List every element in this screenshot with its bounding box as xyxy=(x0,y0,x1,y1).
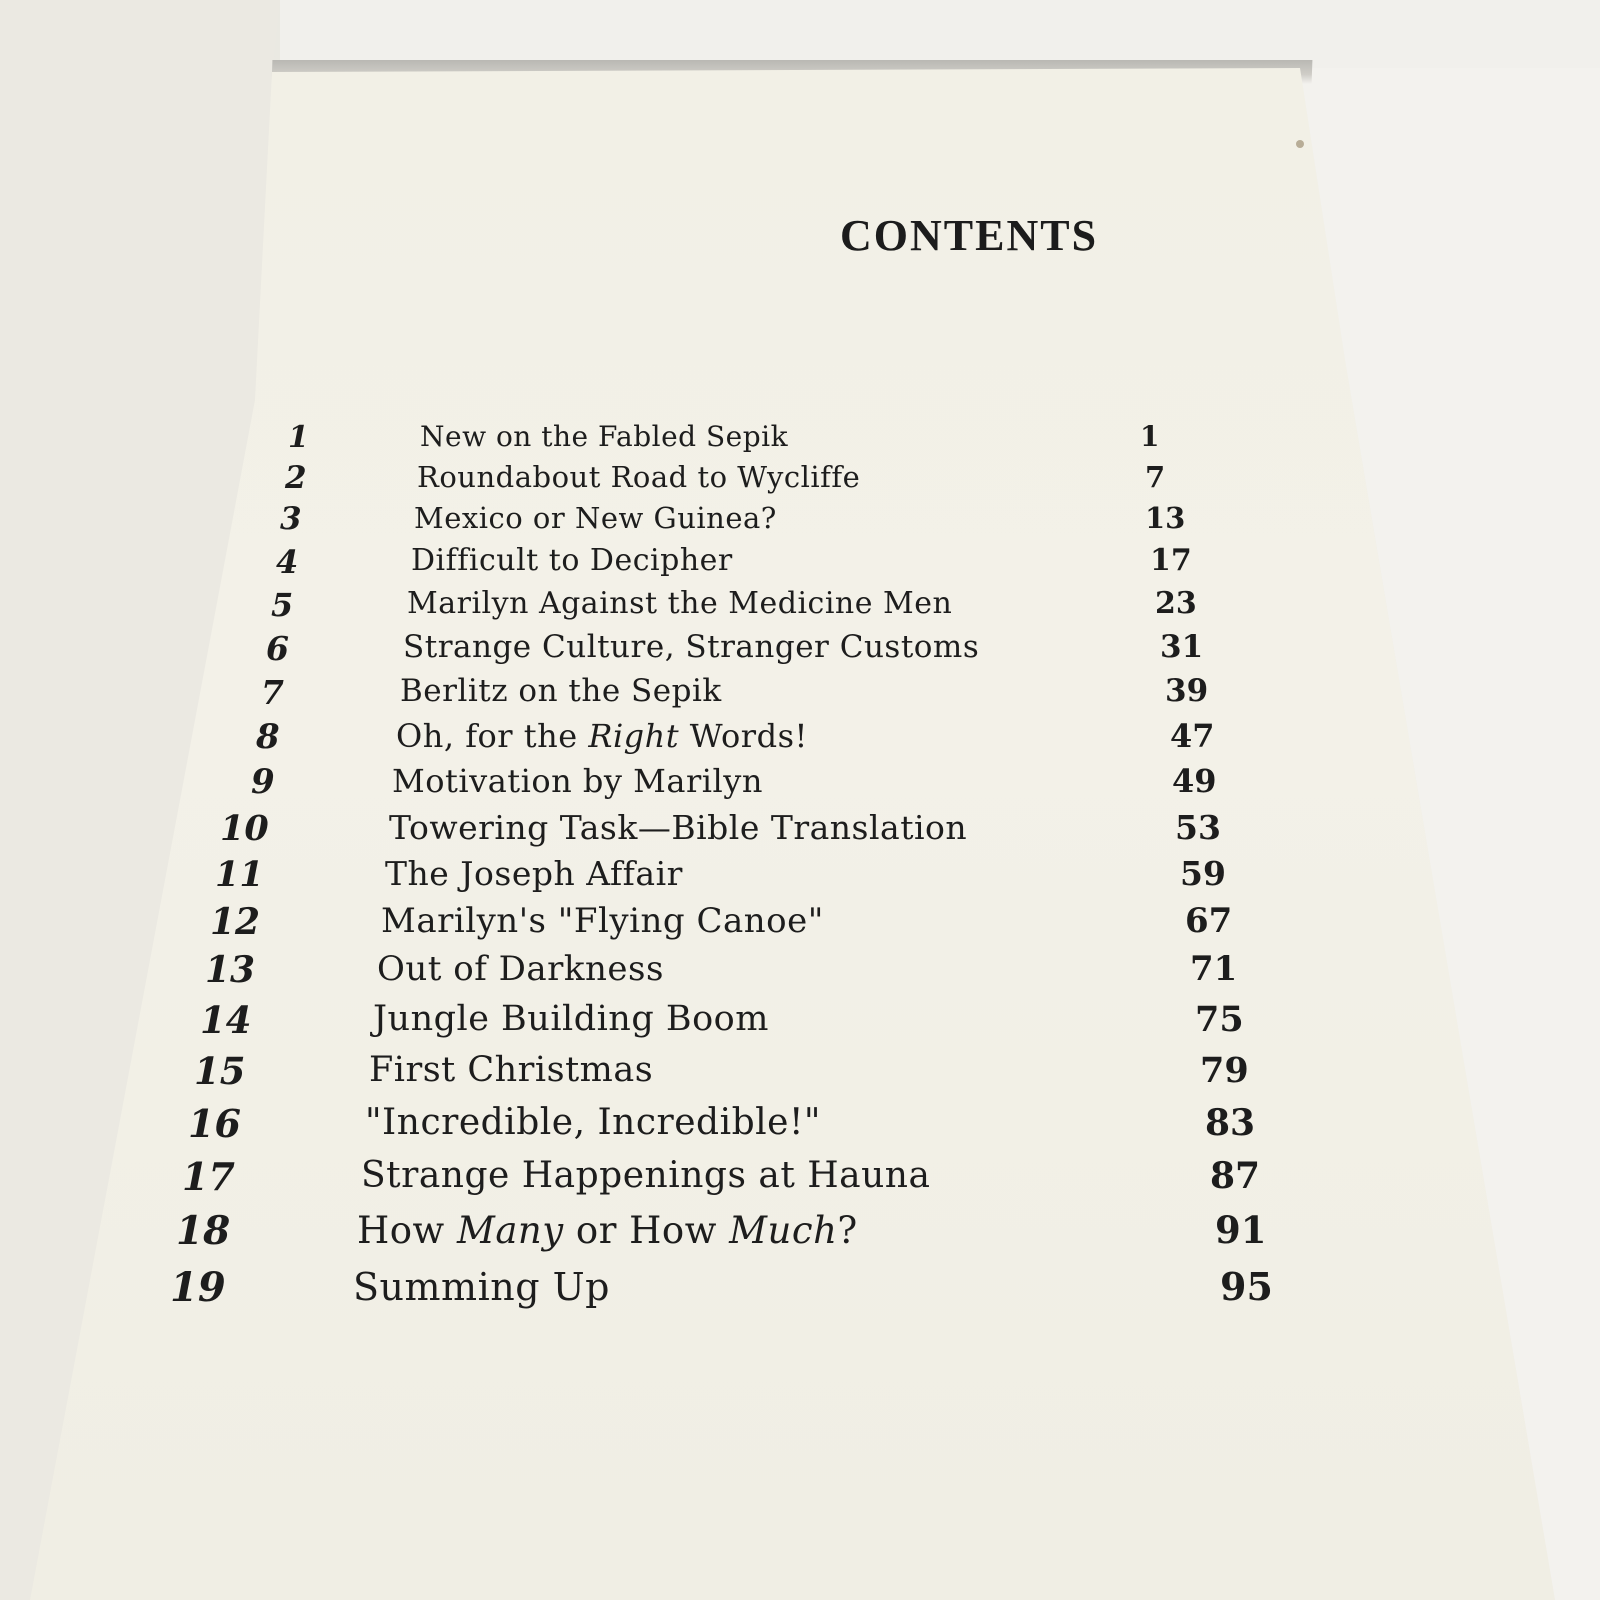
chapter-title: Strange Happenings at Hauna xyxy=(361,1155,931,1196)
toc-row xyxy=(0,808,1600,852)
toc-row xyxy=(0,501,1600,541)
paper-speck xyxy=(1296,140,1304,148)
toc-row xyxy=(0,543,1600,584)
chapter-title: Jungle Building Boom xyxy=(373,999,769,1039)
chapter-title: Strange Culture, Stranger Customs xyxy=(403,629,980,665)
chapter-title: Mexico or New Guinea? xyxy=(414,501,777,535)
chapter-title: "Incredible, Incredible!" xyxy=(365,1102,821,1143)
chapter-number: 1 xyxy=(288,420,309,455)
chapter-number: 16 xyxy=(188,1101,241,1146)
toc-row xyxy=(0,717,1600,760)
chapter-title: Towering Task—Bible Translation xyxy=(389,808,968,847)
chapter-page-number: 59 xyxy=(1180,854,1226,893)
chapter-page-number: 47 xyxy=(1170,717,1215,755)
chapter-title-part: How xyxy=(357,1209,457,1252)
toc-row xyxy=(0,949,1600,994)
chapter-title: First Christmas xyxy=(369,1050,654,1090)
chapter-page-number: 17 xyxy=(1150,543,1192,578)
chapter-number: 12 xyxy=(210,901,261,943)
chapter-title-part: Many xyxy=(456,1209,564,1252)
toc-row xyxy=(0,998,1600,1045)
toc-row xyxy=(0,629,1600,671)
chapter-number: 14 xyxy=(200,998,252,1042)
chapter-number: 6 xyxy=(266,629,289,668)
chapter-page-number: 83 xyxy=(1205,1102,1256,1144)
chapter-title-part: Oh, for the xyxy=(396,717,589,755)
chapter-title-part: ? xyxy=(837,1209,858,1252)
chapter-title: Out of Darkness xyxy=(377,949,664,989)
chapter-number: 4 xyxy=(276,543,299,581)
chapter-title: Motivation by Marilyn xyxy=(392,762,763,800)
chapter-title: Marilyn's "Flying Canoe" xyxy=(381,901,824,941)
chapter-title-part: or How xyxy=(563,1209,730,1252)
chapter-title: Roundabout Road to Wycliffe xyxy=(417,460,861,494)
toc-row xyxy=(0,854,1600,898)
toc-row xyxy=(0,1101,1600,1149)
chapter-number: 18 xyxy=(176,1208,231,1254)
chapter-page-number: 31 xyxy=(1160,629,1204,665)
chapter-number: 15 xyxy=(194,1049,246,1093)
chapter-title xyxy=(396,717,808,755)
chapter-number: 8 xyxy=(256,717,280,757)
toc-row xyxy=(0,1208,1600,1257)
chapter-page-number: 95 xyxy=(1220,1264,1273,1309)
chapter-number: 11 xyxy=(215,854,264,895)
chapter-number: 17 xyxy=(182,1154,235,1199)
chapter-number: 2 xyxy=(285,460,307,496)
toc-row xyxy=(0,673,1600,715)
toc-row xyxy=(0,586,1600,627)
chapter-number: 5 xyxy=(271,586,294,624)
chapter-page-number: 49 xyxy=(1172,762,1217,800)
chapter-page-number: 13 xyxy=(1145,501,1186,535)
chapter-page-number: 1 xyxy=(1140,420,1160,453)
chapter-title: Difficult to Decipher xyxy=(411,543,733,578)
chapter-number: 9 xyxy=(251,762,275,802)
toc-row xyxy=(0,901,1600,946)
toc-row xyxy=(0,762,1600,805)
toc-row xyxy=(0,460,1600,500)
chapter-title xyxy=(357,1209,858,1252)
chapter-title: New on the Fabled Sepik xyxy=(420,420,789,453)
toc-row xyxy=(0,420,1600,459)
chapter-number: 10 xyxy=(220,808,269,849)
chapter-title: Berlitz on the Sepik xyxy=(400,673,722,709)
chapter-page-number: 23 xyxy=(1155,586,1197,621)
toc-row xyxy=(0,1049,1600,1096)
chapter-number: 7 xyxy=(261,673,284,712)
chapter-page-number: 75 xyxy=(1195,999,1244,1040)
toc-row xyxy=(0,1154,1600,1202)
chapter-page-number: 39 xyxy=(1165,673,1209,709)
toc-row xyxy=(0,1264,1600,1314)
chapter-number: 13 xyxy=(205,949,256,991)
chapter-title-part: Much xyxy=(729,1209,838,1252)
chapter-title-part: Words! xyxy=(679,717,808,755)
chapter-number: 3 xyxy=(280,501,302,537)
chapter-page-number: 87 xyxy=(1210,1155,1261,1197)
chapter-page-number: 71 xyxy=(1190,949,1238,989)
chapter-title: Marilyn Against the Medicine Men xyxy=(407,586,953,621)
chapter-page-number: 79 xyxy=(1200,1050,1249,1091)
chapter-title: The Joseph Affair xyxy=(385,854,683,893)
chapter-page-number: 53 xyxy=(1175,808,1221,847)
chapter-title: Summing Up xyxy=(353,1265,610,1309)
chapter-page-number: 91 xyxy=(1215,1208,1267,1252)
chapter-number: 19 xyxy=(170,1264,226,1311)
chapter-title-part: Right xyxy=(588,717,680,755)
contents-heading: CONTENTS xyxy=(840,211,1099,260)
chapter-page-number: 67 xyxy=(1185,901,1233,941)
chapter-page-number: 7 xyxy=(1145,460,1166,494)
